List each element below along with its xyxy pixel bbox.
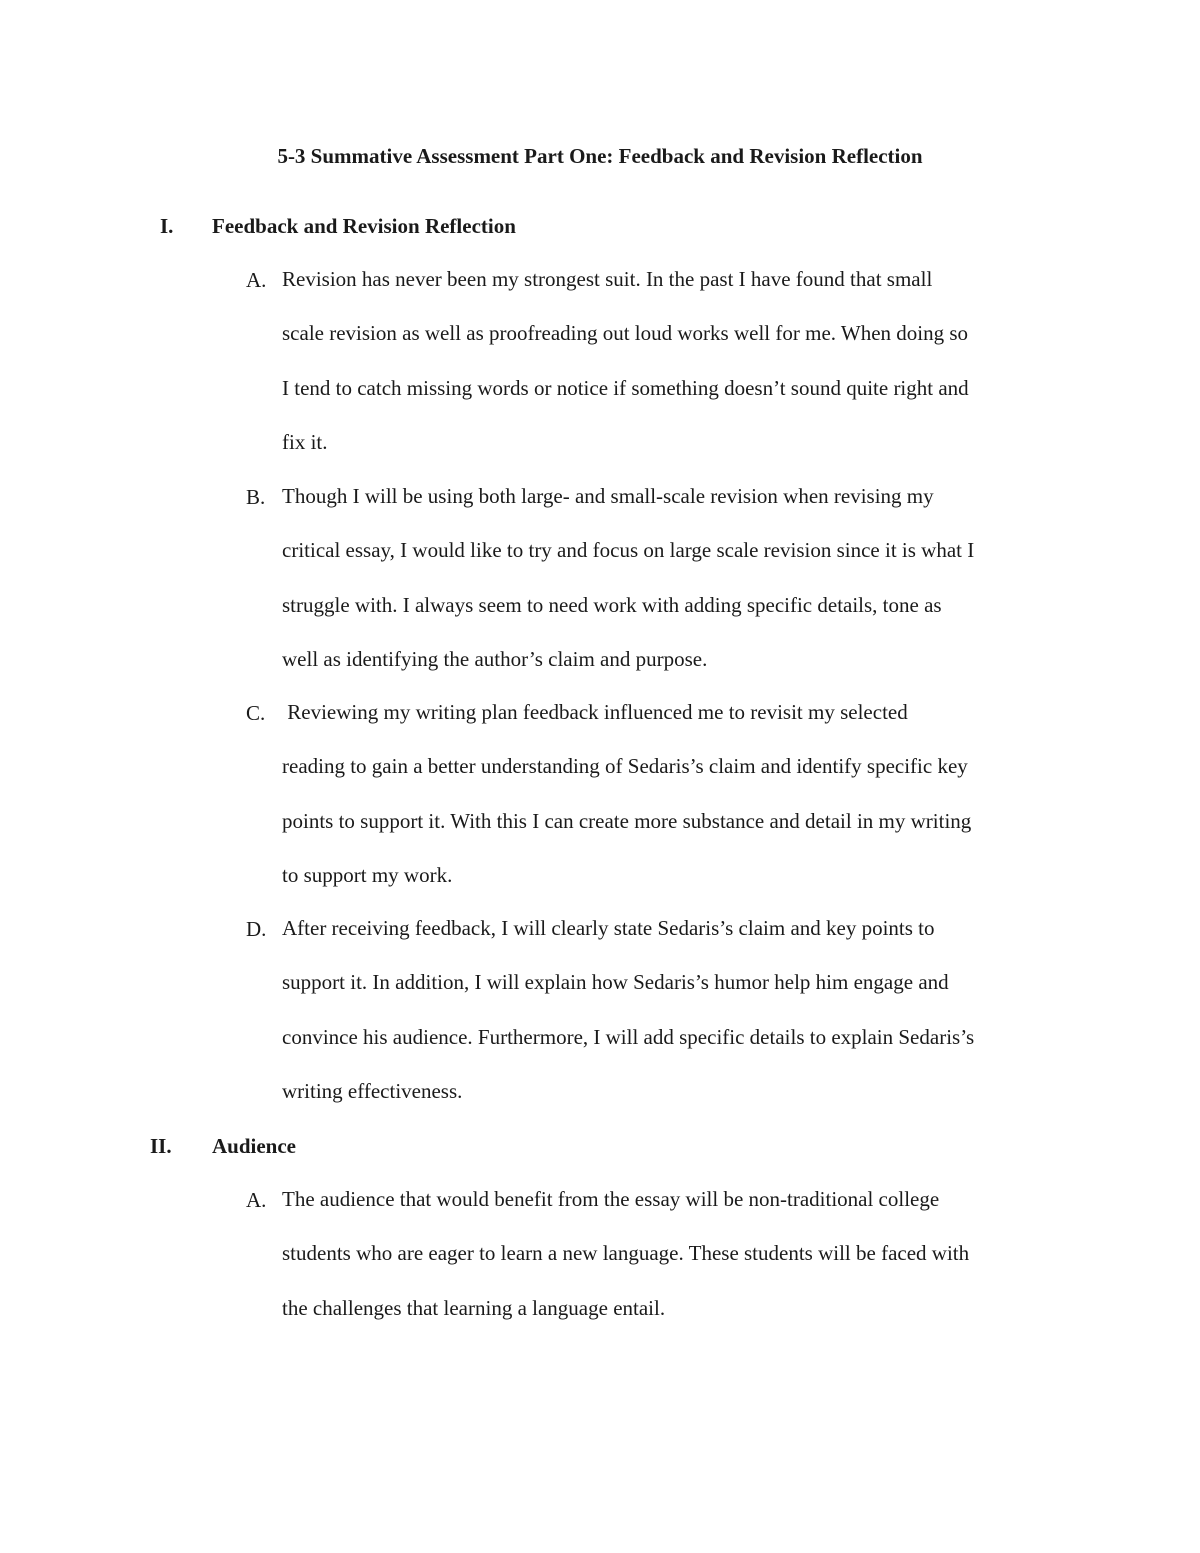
section-1-item-c-text	[282, 685, 1072, 902]
section-2-numeral: II.	[150, 1134, 172, 1158]
section-1-item-d-letter: D.	[246, 917, 267, 941]
section-1-heading: Feedback and Revision Reflection	[212, 214, 516, 238]
section-1-item-d-text	[282, 901, 1072, 1118]
section-1-item-a-text	[282, 252, 1072, 469]
text-line: the challenges that learning a language entail.	[282, 1295, 666, 1320]
text-line: fix it.	[282, 429, 328, 454]
text-line: reading to gain a better understanding of Sedaris’s claim and identify specific key	[282, 754, 968, 779]
section-2-heading: Audience	[212, 1134, 296, 1158]
section-1-item-a-letter: A.	[246, 268, 267, 292]
text-line: support it. In addition, I will explain how Sedaris’s humor help him engage and	[282, 970, 949, 995]
text-line: points to support it. With this I can create more substance and detail in my writing	[282, 808, 972, 833]
text-line: I tend to catch missing words or notice if something doesn’t sound quite right and	[282, 375, 969, 400]
text-line: writing effectiveness.	[282, 1078, 463, 1103]
text-line: well as identifying the author’s claim and purpose.	[282, 646, 708, 671]
text-line: Reviewing my writing plan feedback influenced me to revisit my selected	[282, 700, 908, 724]
section-1-numeral: I.	[160, 214, 174, 238]
section-2-item-a-text	[282, 1172, 1072, 1335]
text-line: The audience that would benefit from the essay will be non-traditional college	[282, 1187, 940, 1211]
text-line: critical essay, I would like to try and focus on large scale revision since it is what I	[282, 538, 975, 563]
text-line: After receiving feedback, I will clearly state Sedaris’s claim and key points to	[282, 916, 935, 940]
text-line: Though I will be using both large- and small-scale revision when revising my	[282, 484, 934, 508]
text-line: Revision has never been my strongest suit. In the past I have found that small	[282, 267, 933, 291]
section-1-item-b-letter: B.	[246, 485, 266, 509]
text-line: to support my work.	[282, 862, 453, 887]
text-line: students who are eager to learn a new language. These students will be faced with	[282, 1241, 970, 1266]
document-title: 5-3 Summative Assessment Part One: Feedback and Revision Reflection	[277, 144, 923, 168]
text-line: scale revision as well as proofreading out loud works well for me. When doing so	[282, 321, 969, 346]
section-1-item-c-letter: C.	[246, 701, 266, 725]
section-1-item-b-text	[282, 469, 1072, 686]
text-line: convince his audience. Furthermore, I will add specific details to explain Sedaris’s	[282, 1024, 975, 1049]
text-line: struggle with. I always seem to need work with adding specific details, tone as	[282, 592, 942, 617]
section-2-item-a-letter: A.	[246, 1188, 267, 1212]
